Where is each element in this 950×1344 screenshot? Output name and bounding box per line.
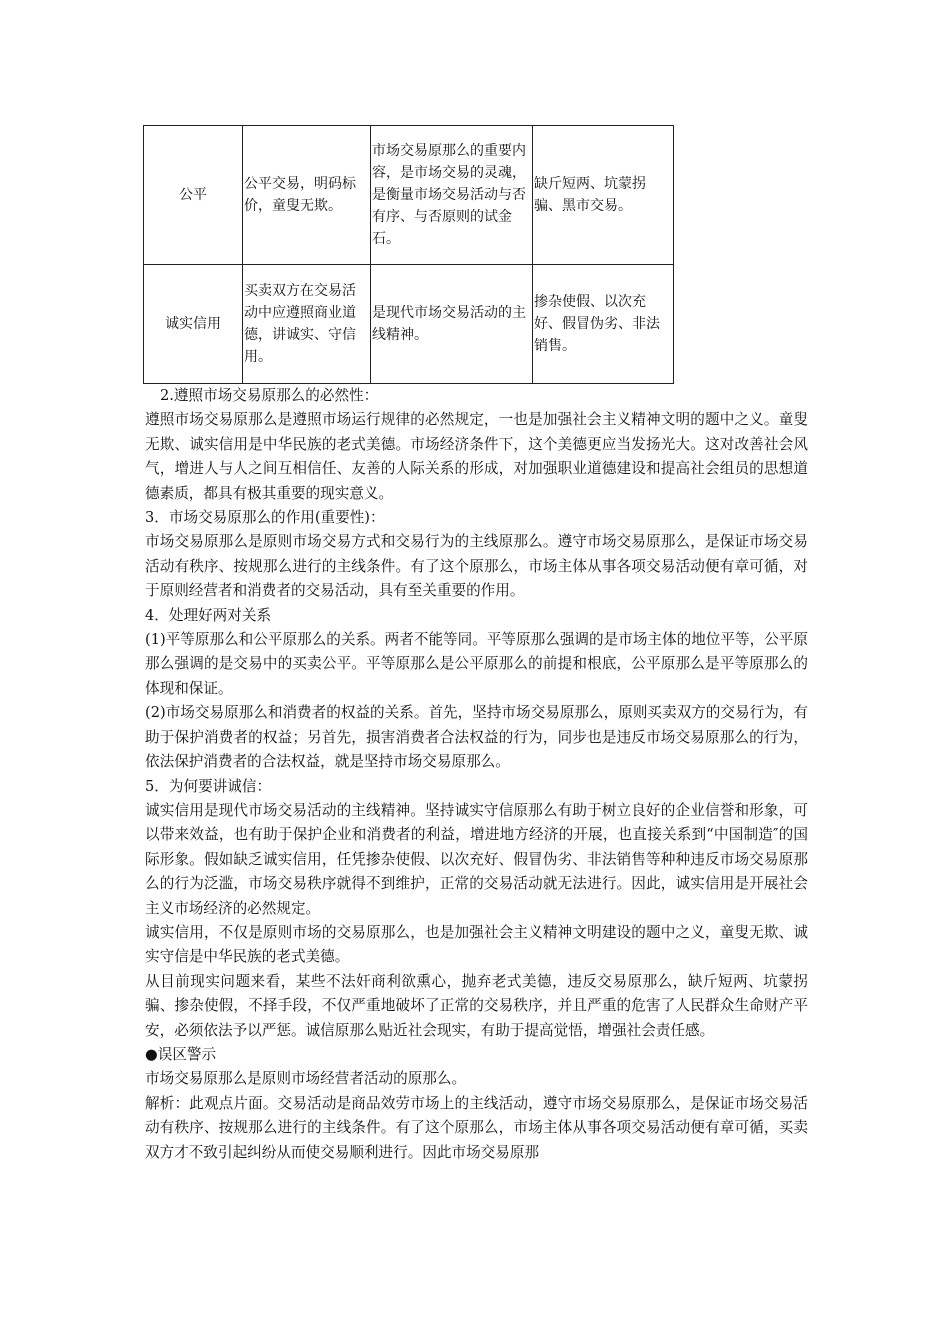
section-heading: 3．市场交易原那么的作用(重要性)： (145, 509, 385, 527)
table-row (144, 265, 674, 384)
violations-cell: 掺杂使假、以次充好、假冒伪劣、非法销售。 (533, 265, 674, 384)
content-cell: 公平交易，明码标价，童叟无欺。 (243, 126, 371, 265)
paragraph: (2)市场交易原那么和消费者的权益的关系。首先，坚持市场交易原那么，原则买卖双方的交易行为，有助于保护消费者的权益；另首先，损害消费者合法权益的行为，同步也是违反市场交易原那么的行为，依法保护消费者的合法权益，就是坚持市场交易原那么。 (145, 704, 808, 771)
position-cell: 市场交易原那么的重要内容，是市场交易的灵魂，是衡量市场交易活动与否有序、与否原则的试金石。 (371, 126, 533, 265)
content-cell: 买卖双方在交易活动中应遵照商业道德，讲诚实、守信用。 (243, 265, 371, 384)
section-heading: ●误区警示 (145, 1045, 217, 1063)
table-row (144, 126, 674, 265)
paragraph: 诚实信用是现代市场交易活动的主线精神。坚持诚实守信原那么有助于树立良好的企业信誉和形象，可以带来效益，也有助于保护企业和消费者的利益，增进地方经济的开展，也直接关系到“中国制造″的国际形象。假如缺乏诚实信用，任凭掺杂使假、以次充好、假冒伪劣、非法销售等种种违反市场交易原那么的行为泛滥，市场交易秩序就得不到维护，正常的交易活动就无法进行。因此，诚实信用是开展社会主义市场经济的必然规定。 (145, 801, 808, 917)
section-heading: 2.遵照市场交易原那么的必然性： (160, 387, 379, 404)
principle-cell: 公平 (144, 126, 243, 265)
paragraph: 从目前现实问题来看，某些不法奸商利欲熏心，抛弃老式美德，违反交易原那么，缺斤短两、坑蒙拐骗、掺杂使假，不择手段，不仅严重地破坏了正常的交易秩序，并且严重的危害了人民群众生命财产平安，必须依法予以严惩。诚信原那么贴近社会现实，有助于提高觉悟，增强社会责任感。 (145, 972, 808, 1039)
principle-cell: 诚实信用 (144, 265, 243, 384)
paragraph: 市场交易原那么是原则市场交易方式和交易行为的主线原那么。遵守市场交易原那么，是保证市场交易活动有秩序、按规那么进行的主线条件。有了这个原那么，市场主体从事各项交易活动便有章可循，对于原则经营者和消费者的交易活动，具有至关重要的作用。 (145, 533, 808, 600)
paragraph: 解析：此观点片面。交易活动是商品效劳市场上的主线活动，遵守市场交易原那么，是保证市场交易活动有秩序、按规那么进行的主线条件。有了这个原那么，市场主体从事各项交易活动便有章可循，买卖双方才不致引起纠纷从而使交易顺利进行。因此市场交易原那 (145, 1094, 808, 1161)
body-text (145, 384, 808, 1165)
position-cell: 是现代市场交易活动的主线精神。 (371, 265, 533, 384)
paragraph: 市场交易原那么是原则市场经营者活动的原那么。 (145, 1070, 467, 1088)
violations-cell: 缺斤短两、坑蒙拐骗、黑市交易。 (533, 126, 674, 265)
section-heading: 4．处理好两对关系 (145, 606, 272, 624)
paragraph: 遵照市场交易原那么是遵照市场运行规律的必然规定，一也是加强社会主义精神文明的题中之义。童叟无欺、诚实信用是中华民族的老式美德。市场经济条件下，这个美德更应当发扬光大。这对改善社会风气，增进人与人之间互相信任、友善的人际关系的形成，对加强职业道德建设和提高社会组员的思想道德素质，都具有极其重要的现实意义。 (145, 411, 808, 502)
paragraph: 诚实信用，不仅是原则市场的交易原那么，也是加强社会主义精神文明建设的题中之义，童叟无欺、诚实守信是中华民族的老式美德。 (145, 923, 808, 966)
paragraph: (1)平等原那么和公平原那么的关系。两者不能等同。平等原那么强调的是市场主体的地位平等，公平原那么强调的是交易中的买卖公平。平等原那么是公平原那么的前提和根底，公平原那么是平等原那么的体现和保证。 (145, 631, 808, 697)
market-principles-table (143, 125, 674, 384)
section-heading: 5．为何要讲诚信： (145, 777, 272, 795)
